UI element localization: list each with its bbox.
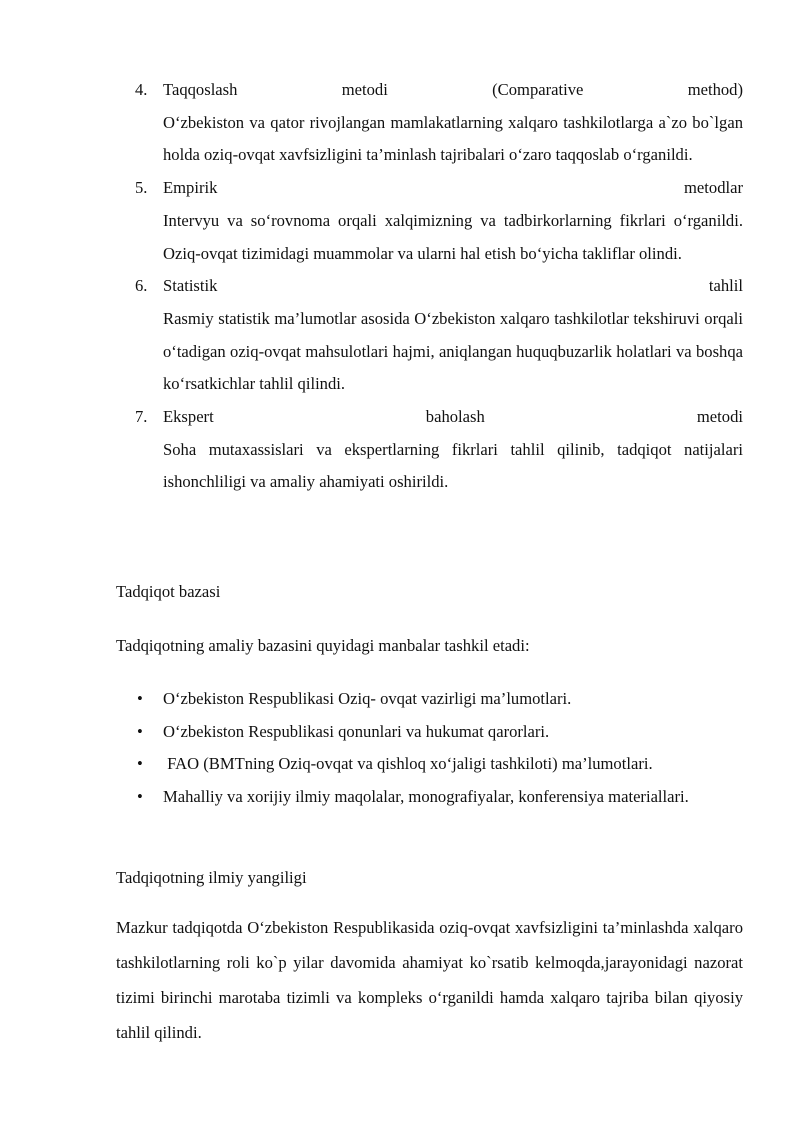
methods-list: [135, 74, 743, 499]
heading-word: metodlar: [684, 178, 743, 198]
method-item: [135, 172, 743, 270]
method-heading: [163, 172, 743, 205]
method-description: O‘zbekiston va qator rivojlangan mamlakatlarning xalqaro tashkilotlarga a`zo bo`lgan holda oziq-ovqat xavfsizligini ta’minlash tajribalari o‘zaro taqqoslab o‘rganildi.: [163, 112, 743, 165]
section-title-base: Tadqiqot bazasi: [116, 582, 221, 601]
method-heading: [163, 74, 743, 107]
list-item-text: O‘zbekiston Respublikasi qonunlari va hukumat qarorlari.: [163, 721, 550, 741]
list-number: 4.: [135, 80, 148, 99]
list-item-text: FAO (BMTning Oziq-ovqat va qishloq xo‘jaligi tashkiloti) ma’lumotlari.: [163, 754, 653, 774]
method-item: [135, 74, 743, 172]
list-number: 7.: [135, 407, 148, 427]
list-item-text: Mahalliy va xorijiy ilmiy maqolalar, monografiyalar, konferensiya materiallari.: [163, 787, 689, 807]
heading-word: method): [687, 80, 743, 99]
heading-word: Empirik: [163, 178, 218, 198]
method-description: Rasmiy statistik ma’lumotlar asosida O‘zbekiston xalqaro tashkilotlar tekshiruvi orqali o‘tadigan oziq-ovqat mahsulotlari hajmi, aniqlangan huquqbuzarlik holatlari va boshqa ko‘rsatkichlar tahlil qilindi.: [163, 308, 743, 394]
heading-word: baholash: [425, 407, 485, 427]
heading-word: Ekspert: [163, 407, 214, 427]
list-item: [135, 683, 743, 716]
section-base-intro: Tadqiqotning amaliy bazasini quyidagi manbalar tashkil etadi:: [116, 636, 530, 655]
list-item: [135, 748, 743, 781]
list-number: 6.: [135, 276, 148, 296]
method-item: [135, 401, 743, 499]
list-item: [135, 716, 743, 749]
bullet-marker: •: [137, 754, 143, 774]
method-description: Soha mutaxassislari va ekspertlarning fikrlari tahlil qilinib, tadqiqot natijalari ishonchliligi va amaliy ahamiyati oshirildi.: [163, 439, 743, 492]
sources-list: [135, 683, 743, 814]
method-heading: [163, 401, 743, 434]
bullet-marker: •: [137, 689, 143, 708]
bullet-marker: •: [137, 721, 143, 741]
heading-word: Taqqoslash: [163, 80, 238, 99]
bullet-marker: •: [137, 787, 143, 807]
method-item: [135, 270, 743, 401]
method-heading: [163, 270, 743, 303]
list-item-text: O‘zbekiston Respublikasi Oziq- ovqat vazirligi ma’lumotlari.: [163, 689, 572, 708]
list-item: [135, 781, 743, 814]
list-number: 5.: [135, 178, 148, 198]
section-title-novelty: Tadqiqotning ilmiy yangiligi: [116, 868, 307, 887]
heading-word: (Comparative: [492, 80, 584, 99]
heading-word: metodi: [341, 80, 388, 99]
heading-word: tahlil: [708, 276, 743, 296]
heading-word: metodi: [696, 407, 743, 427]
heading-word: Statistik: [163, 276, 218, 296]
section-novelty-text: Mazkur tadqiqotda O‘zbekiston Respublikasida oziq-ovqat xavfsizligini ta’minlashda xalqaro tashkilotlarning roli ko`p yilar davomida ahamiyat ko`rsatib kelmoqda,jarayonidagi nazorat tizimi birinchi marotaba tizimli va kompleks o‘rganildi hamda xalqaro tajriba bilan qiyosiy tahlil qilindi.: [116, 918, 743, 1042]
method-description: Intervyu va so‘rovnoma orqali xalqimizning va tadbirkorlarning fikrlari o‘rganildi. Oziq-ovqat tizimidagi muammolar va ularni hal etish bo‘yicha takliflar olindi.: [163, 210, 743, 263]
